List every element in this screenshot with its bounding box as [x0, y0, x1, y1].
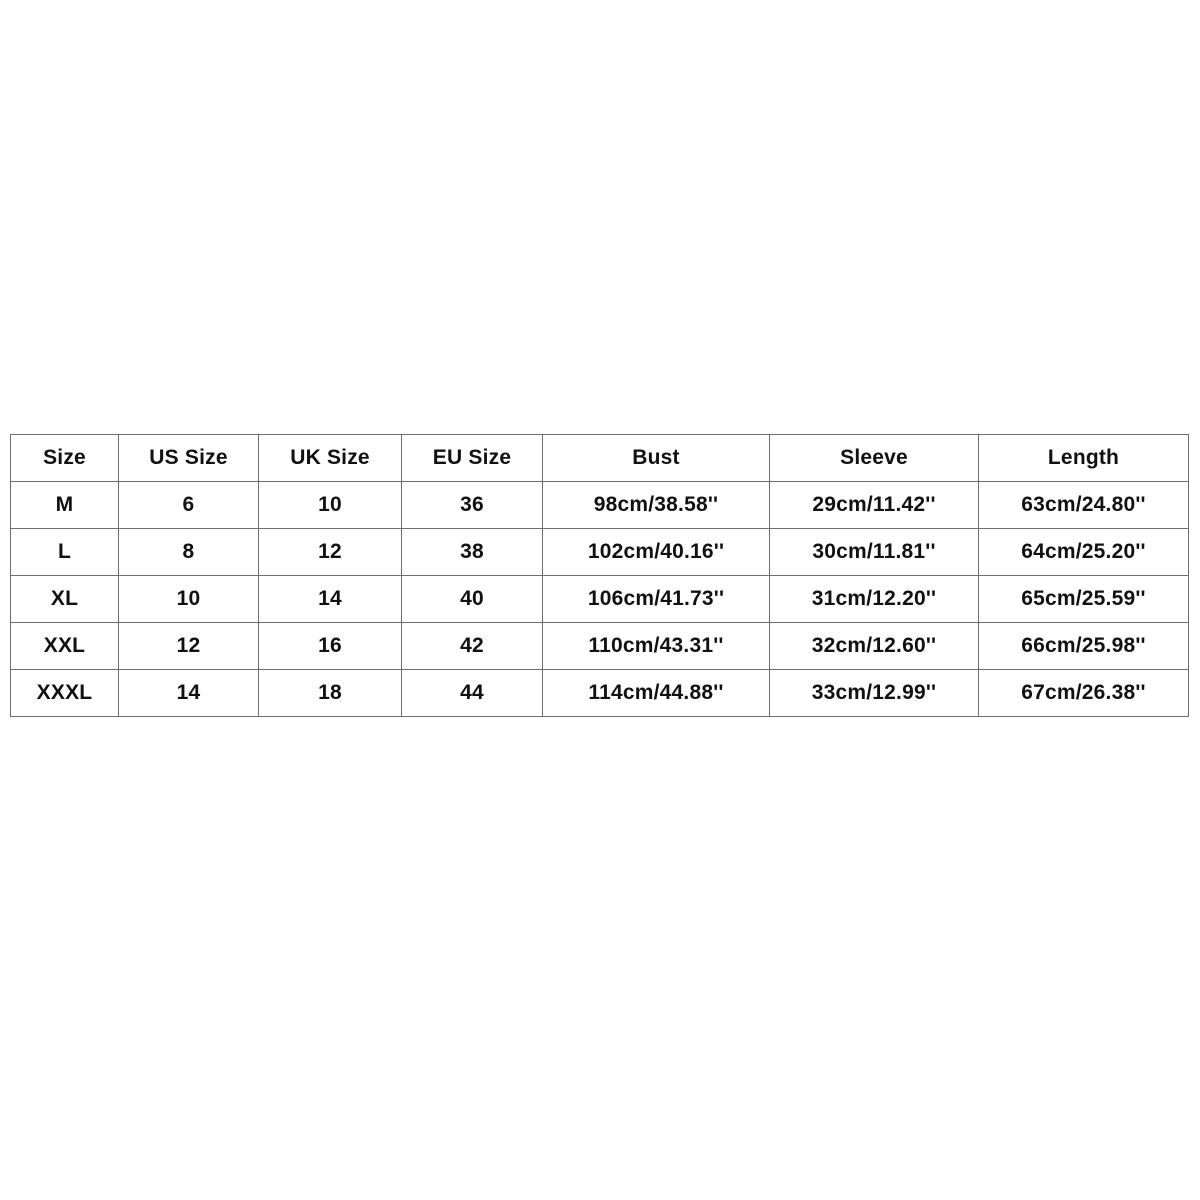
cell-eu-size: 42	[402, 623, 543, 670]
table-row	[11, 482, 1189, 529]
table-row	[11, 670, 1189, 717]
header-size: Size	[11, 435, 119, 482]
cell-bust: 114cm/44.88''	[543, 670, 770, 717]
cell-us-size: 12	[119, 623, 259, 670]
cell-bust: 106cm/41.73''	[543, 576, 770, 623]
cell-length: 65cm/25.59''	[979, 576, 1189, 623]
header-length: Length	[979, 435, 1189, 482]
cell-sleeve: 33cm/12.99''	[770, 670, 979, 717]
cell-uk-size: 16	[259, 623, 402, 670]
cell-bust: 98cm/38.58''	[543, 482, 770, 529]
header-bust: Bust	[543, 435, 770, 482]
cell-uk-size: 14	[259, 576, 402, 623]
cell-eu-size: 36	[402, 482, 543, 529]
header-row	[11, 435, 1189, 482]
cell-sleeve: 31cm/12.20''	[770, 576, 979, 623]
table-row	[11, 623, 1189, 670]
cell-size: L	[11, 529, 119, 576]
cell-size: M	[11, 482, 119, 529]
cell-eu-size: 40	[402, 576, 543, 623]
header-sleeve: Sleeve	[770, 435, 979, 482]
header-eu-size: EU Size	[402, 435, 543, 482]
cell-uk-size: 18	[259, 670, 402, 717]
cell-sleeve: 29cm/11.42''	[770, 482, 979, 529]
cell-size: XL	[11, 576, 119, 623]
header-us-size: US Size	[119, 435, 259, 482]
cell-bust: 102cm/40.16''	[543, 529, 770, 576]
cell-length: 67cm/26.38''	[979, 670, 1189, 717]
cell-bust: 110cm/43.31''	[543, 623, 770, 670]
cell-us-size: 6	[119, 482, 259, 529]
cell-size: XXXL	[11, 670, 119, 717]
header-uk-size: UK Size	[259, 435, 402, 482]
cell-uk-size: 12	[259, 529, 402, 576]
cell-length: 64cm/25.20''	[979, 529, 1189, 576]
cell-us-size: 8	[119, 529, 259, 576]
cell-us-size: 14	[119, 670, 259, 717]
cell-eu-size: 38	[402, 529, 543, 576]
cell-eu-size: 44	[402, 670, 543, 717]
cell-length: 66cm/25.98''	[979, 623, 1189, 670]
table-row	[11, 576, 1189, 623]
cell-length: 63cm/24.80''	[979, 482, 1189, 529]
cell-us-size: 10	[119, 576, 259, 623]
cell-size: XXL	[11, 623, 119, 670]
table-row	[11, 529, 1189, 576]
size-chart-table	[10, 434, 1189, 717]
cell-sleeve: 30cm/11.81''	[770, 529, 979, 576]
cell-uk-size: 10	[259, 482, 402, 529]
cell-sleeve: 32cm/12.60''	[770, 623, 979, 670]
